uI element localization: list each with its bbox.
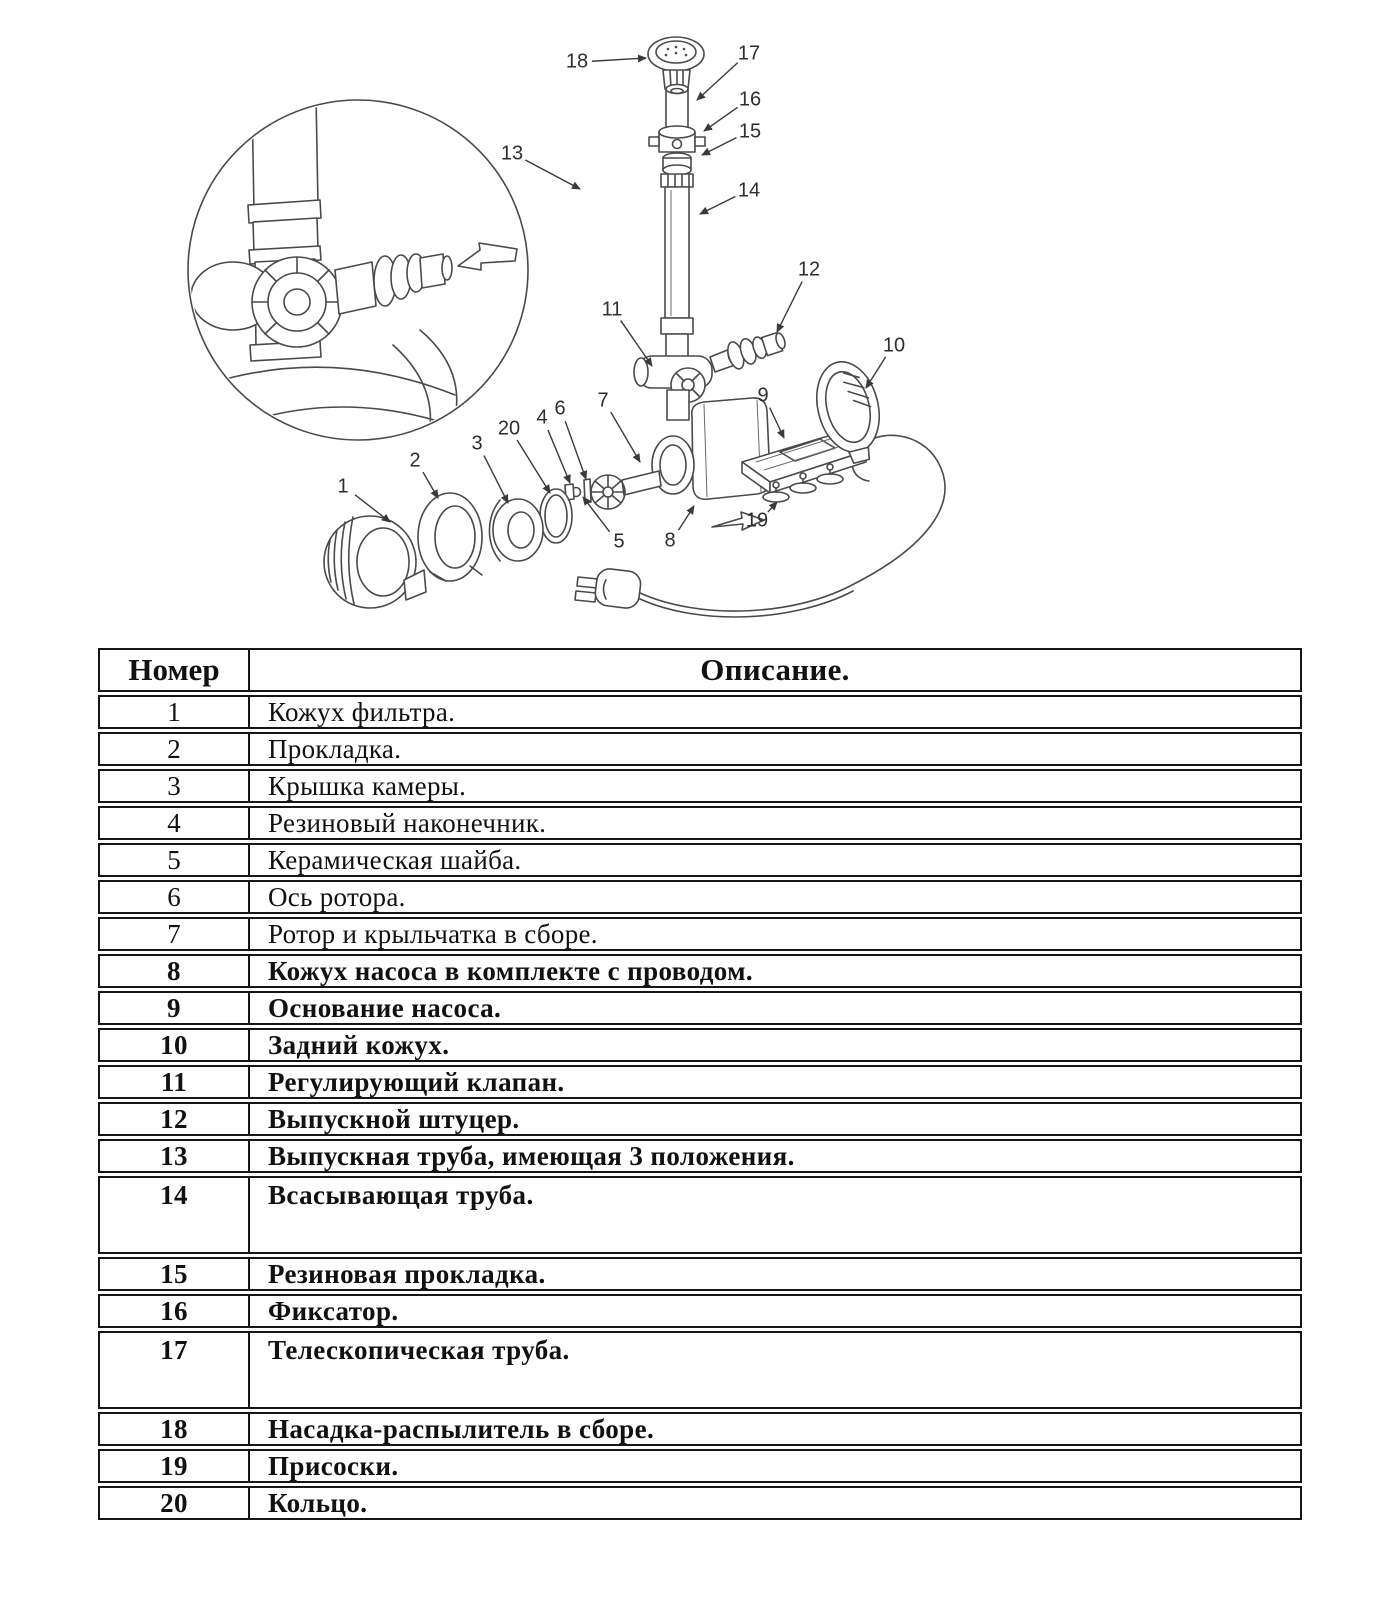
callout-leader-16 [704,107,738,131]
part-description-cell: Кожух насоса в комплекте с проводом. [268,955,754,986]
diagram-callout-8: 8 [664,529,676,552]
diagram-callout-14: 14 [737,179,761,202]
rubber-gasket-part [661,153,693,187]
table-row [98,732,1302,766]
part-description-cell: Выпускная труба, имеющая 3 положения. [268,1140,795,1171]
header-description: Описание. [700,652,850,687]
part-number-cell: 8 [100,956,250,986]
part-description-cell: Регулирующий клапан. [268,1066,565,1097]
table-row [98,954,1302,988]
part-number-cell: 16 [100,1296,250,1326]
part-number-cell: 19 [100,1451,250,1481]
table-row [98,695,1302,729]
part-number-cell: 18 [100,1414,250,1444]
diagram-callout-9: 9 [757,384,769,407]
table-row [98,917,1302,951]
part-description-cell: Кольцо. [268,1487,368,1518]
part-description-cell: Присоски. [268,1450,399,1481]
part-description-cell: Крышка камеры. [268,770,467,801]
diagram-callout-20: 20 [497,417,521,440]
part-number-cell: 2 [100,734,250,764]
part-number-cell: 15 [100,1259,250,1289]
parts-table [98,648,1302,1520]
callout-leader-19 [768,502,777,512]
callout-leader-7 [611,412,640,462]
table-row [98,1065,1302,1099]
table-row [98,991,1302,1025]
part-description-cell: Резиновый наконечник. [268,807,547,838]
part-description-cell: Ротор и крыльчатка в сборе. [268,918,598,949]
callout-leader-8 [678,506,694,530]
diagram-callout-16: 16 [738,88,762,111]
table-row [98,1449,1302,1483]
diagram-callout-7: 7 [597,389,609,412]
part-description-cell: Ось ротора. [268,881,406,912]
table-row [98,1294,1302,1328]
callout-leader-11 [621,321,652,366]
parts-table-body [98,695,1302,1520]
valve-outlet [335,262,376,314]
table-row [98,1028,1302,1062]
diagram-callout-5: 5 [613,530,625,553]
part-number-cell: 3 [100,771,250,801]
part-description-cell: Выпускной штуцер. [268,1103,520,1134]
rotor-impeller-part [591,471,661,509]
diagram-callout-12: 12 [797,258,821,281]
part-description-cell: Прокладка. [268,733,402,764]
part-description-cell: Насадка-распылитель в сборе. [268,1413,655,1444]
part-description-cell: Телескопическая труба. [268,1335,570,1365]
table-row [98,1486,1302,1520]
part-description-cell: Фиксатор. [268,1295,399,1326]
part-description-cell: Керамическая шайба. [268,844,522,875]
callout-leader-2 [423,472,438,498]
part-number-cell: 10 [100,1030,250,1060]
part-number-cell: 9 [100,993,250,1023]
lock-ring-part [649,126,705,152]
part-description-cell: Резиновая прокладка. [268,1258,546,1289]
exploded-diagram [0,0,1400,648]
table-row [98,1139,1302,1173]
callout-leader-4 [548,430,570,483]
callout-leader-18 [592,58,646,61]
part-description-cell: Основание насоса. [268,992,502,1023]
suction-tube-part [661,187,693,334]
callout-leader-15 [702,138,736,155]
part-number-cell: 14 [100,1178,250,1252]
diagram-callout-15: 15 [738,120,762,143]
part-number-cell: 7 [100,919,250,949]
part-number-cell: 12 [100,1104,250,1134]
diagram-callout-2: 2 [409,449,421,472]
header-number: Номер [100,650,250,690]
diagram-callout-19: 19 [745,509,769,532]
outlet-connector-part [725,326,789,371]
callout-leader-3 [484,456,508,503]
table-row [98,1176,1302,1254]
diagram-callout-3: 3 [471,432,483,455]
table-row [98,880,1302,914]
part-number-cell: 5 [100,845,250,875]
table-row [98,1331,1302,1409]
diagram-callout-17: 17 [737,42,761,65]
part-number-cell: 17 [100,1333,250,1407]
part-description-cell: Кожух фильтра. [268,696,456,727]
diagram-callout-6: 6 [554,397,566,420]
inset-detail-circle [180,95,528,470]
gasket-part [418,493,482,581]
table-row [98,1257,1302,1291]
diagram-callout-4: 4 [536,406,548,429]
callout-leader-20 [517,440,550,493]
flow-arrow [458,243,517,270]
diagram-callout-13: 13 [500,142,524,165]
diagram-callout-1: 1 [337,475,349,498]
callout-leader-6 [565,421,586,479]
table-header-row [98,648,1302,692]
part-number-cell: 13 [100,1141,250,1171]
table-row [98,1412,1302,1446]
part-description-cell: Задний кожух. [268,1029,450,1060]
callout-leader-12 [777,282,802,332]
callout-leader-17 [697,63,738,100]
filter-cover-part [324,516,426,608]
chamber-cover-part [489,499,543,561]
part-number-cell: 1 [100,697,250,727]
table-row [98,843,1302,877]
part-number-cell: 20 [100,1488,250,1518]
callout-leader-13 [525,160,580,189]
spray-nozzle-part [648,37,704,89]
table-row [98,1102,1302,1136]
part-description-cell: Всасывающая труба. [268,1180,534,1210]
diagram-callout-10: 10 [882,334,906,357]
diagram-callout-11: 11 [601,298,623,321]
o-ring-part [540,489,572,543]
callout-leader-9 [770,408,784,438]
callout-leader-10 [866,357,886,388]
table-row [98,806,1302,840]
part-number-cell: 11 [100,1067,250,1097]
diagram-callout-18: 18 [565,50,589,73]
part-number-cell: 6 [100,882,250,912]
table-row [98,769,1302,803]
callout-leader-14 [700,197,735,214]
part-number-cell: 4 [100,808,250,838]
